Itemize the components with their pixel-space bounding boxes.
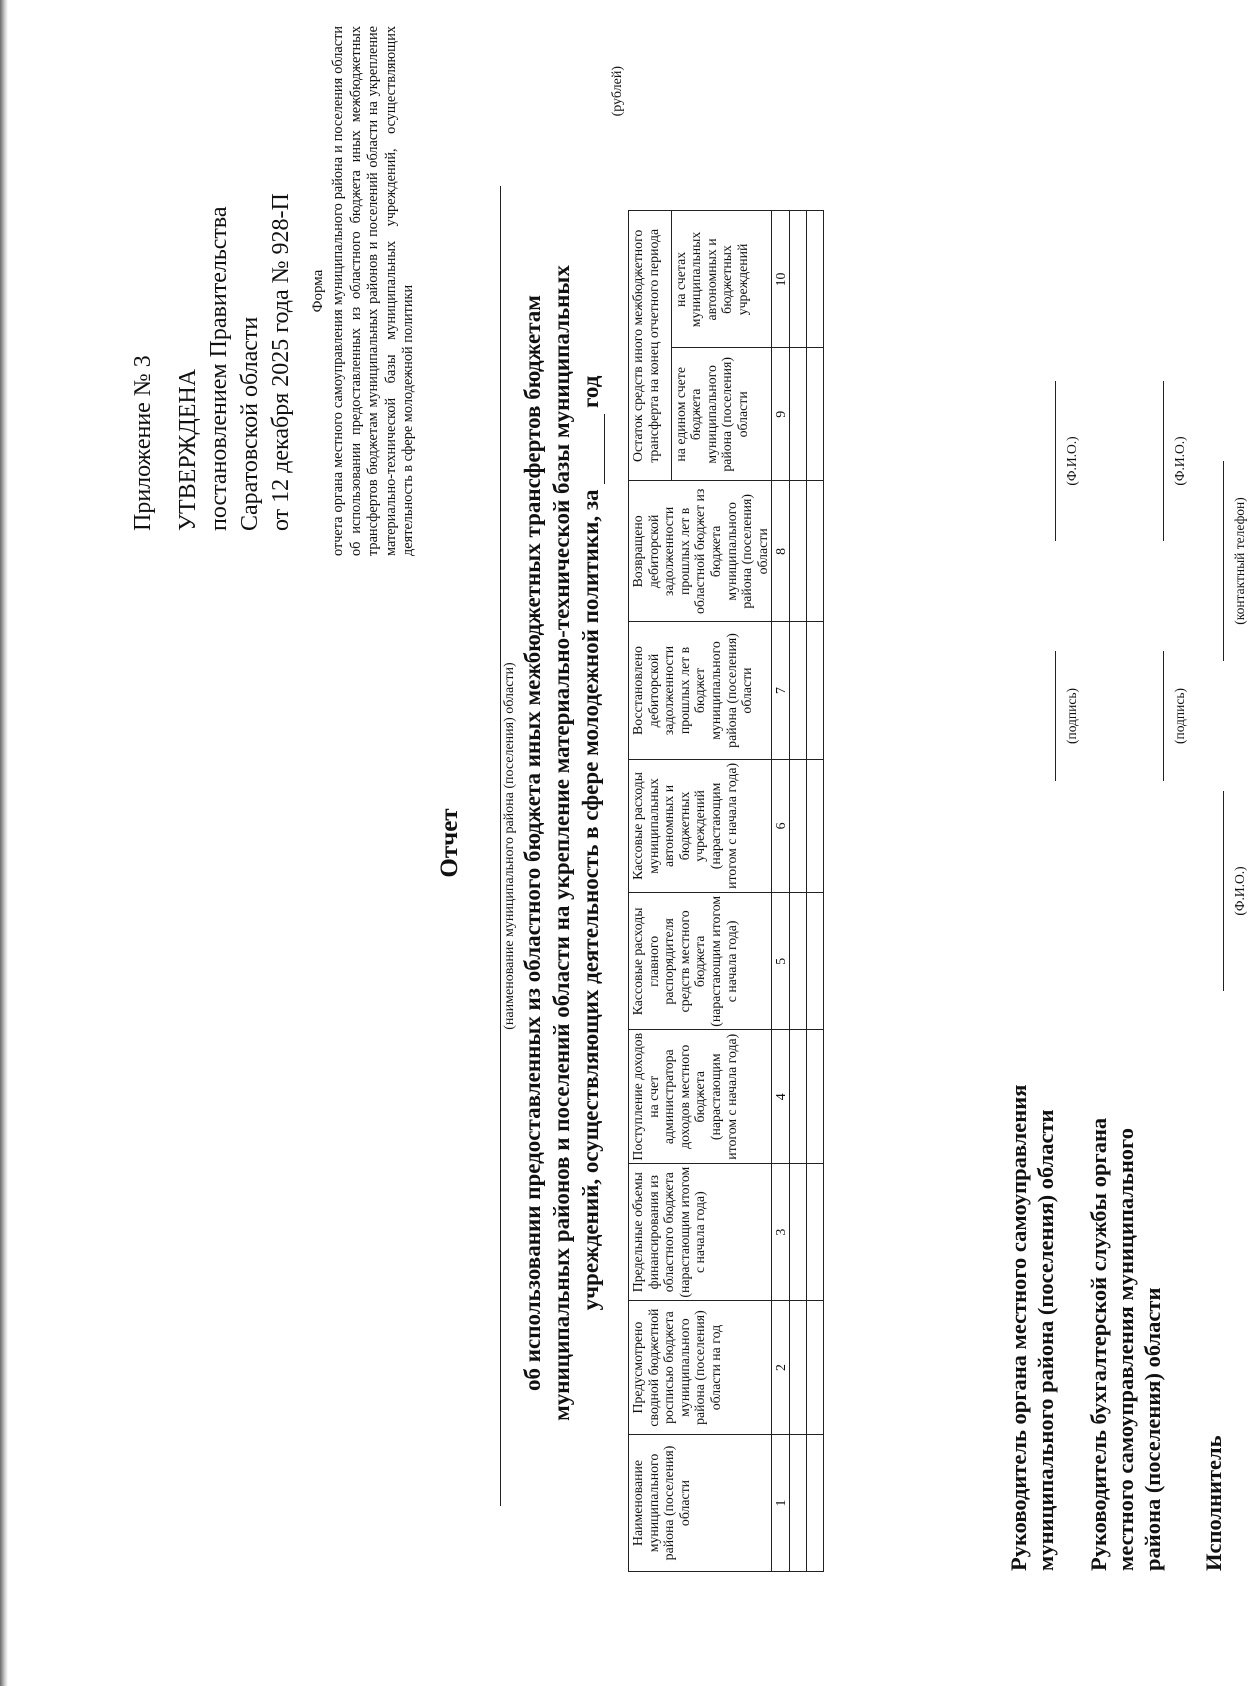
empty-margin-column bbox=[629, 61, 824, 211]
column-number: 10 bbox=[772, 211, 790, 348]
header-cell: Кассовые расходы главного распорядителя средств местного бюджета (нарастающим итогом с начала года) bbox=[629, 893, 772, 1030]
header-cell: Предусмотрено сводной бюджетной росписью бюджета муниципального района (поселения) области на год bbox=[629, 1301, 772, 1435]
table-cell bbox=[790, 1164, 807, 1301]
municipality-name-caption: (наименование муниципального района (поселения) области) bbox=[502, 662, 517, 1030]
executor-phone-line bbox=[1223, 461, 1253, 661]
currency-unit: (рублей) bbox=[610, 66, 625, 117]
column-number: 8 bbox=[772, 481, 790, 622]
column-number-row bbox=[772, 61, 790, 1572]
year-blank bbox=[584, 414, 605, 484]
header-cell: Предельные объемы финансирования из областного бюджета (нарастающим итогом с начала года) bbox=[629, 1164, 772, 1301]
header-row-1 bbox=[629, 61, 672, 1572]
headline-line-3-text: учреждений, осуществляющих деятельность в сфере молодежной политики, за bbox=[578, 489, 603, 1311]
fio-caption: (Ф.И.О.) bbox=[1232, 866, 1247, 916]
table-cell bbox=[807, 348, 824, 481]
accountant-title-line-2: местного самоуправления муниципального bbox=[1113, 1128, 1138, 1571]
table-cell bbox=[807, 622, 824, 759]
form-label: Форма bbox=[310, 269, 326, 313]
head-title-line-1: Руководитель органа местного самоуправления bbox=[1006, 1084, 1031, 1571]
header-group-cell: Остаток средств иного межбюджетного трансферта на конец отчетного периода bbox=[629, 211, 672, 481]
phone-caption: (контактный телефон) bbox=[1232, 497, 1247, 625]
header-cell: на едином счете бюджета муниципального района (поселения) области bbox=[671, 348, 772, 481]
table-cell bbox=[790, 1030, 807, 1164]
headline-line-3 bbox=[576, 60, 605, 1626]
table-cell bbox=[807, 1164, 824, 1301]
table-cell bbox=[790, 893, 807, 1030]
accountant-title-line-1: Руководитель бухгалтерской службы органа bbox=[1086, 1117, 1111, 1571]
executor-fio-line bbox=[1223, 791, 1253, 991]
accountant-fio-line bbox=[1163, 381, 1193, 541]
table-cell bbox=[790, 1301, 807, 1435]
header-cell: Кассовые расходы муниципальных автономных и бюджетных учреждений (нарастающим итогом с начала года) bbox=[629, 759, 772, 893]
column-number: 9 bbox=[772, 348, 790, 481]
table-cell bbox=[807, 211, 824, 348]
table-cell bbox=[807, 1030, 824, 1164]
signature-caption: (подпись) bbox=[1064, 687, 1079, 745]
head-signature-title bbox=[1005, 1085, 1059, 1571]
headline-year-word: год bbox=[578, 375, 603, 408]
municipality-name-line bbox=[500, 186, 518, 1506]
table-cell bbox=[807, 759, 824, 893]
approved-region: Саратовской области bbox=[237, 316, 263, 531]
accountant-title-line-3: района (поселения) области bbox=[1140, 1287, 1165, 1571]
header-cell: Возвращено дебиторской задолженности прошлых лет в областной бюджет из бюджета муниципального района (поселения) области bbox=[629, 481, 772, 622]
header-cell: Наименование муниципального района (поселения) области bbox=[629, 1434, 772, 1571]
head-title-line-2: муниципального района (поселения) области bbox=[1033, 1109, 1058, 1571]
approved-label: УТВЕРЖДЕНА bbox=[175, 368, 201, 531]
table-cell bbox=[790, 481, 807, 622]
header-cell: Поступление доходов на счет администратора доходов местного бюджета (нарастающим итогом с начала года) bbox=[629, 1030, 772, 1164]
table-cell bbox=[807, 1301, 824, 1435]
table-row bbox=[807, 61, 824, 1572]
headline-line-1: об использовании предоставленных из областного бюджета иных межбюджетных трансфертов бюджетам bbox=[520, 295, 545, 1391]
fio-caption: (Ф.И.О.) bbox=[1172, 436, 1187, 486]
approved-date: от 12 декабря 2025 года № 928-П bbox=[268, 193, 294, 531]
head-fio-line bbox=[1055, 381, 1085, 541]
accountant-signature-title bbox=[1085, 1118, 1166, 1571]
signature-caption: (подпись) bbox=[1172, 687, 1187, 745]
column-number: 4 bbox=[772, 1030, 790, 1164]
table-cell bbox=[790, 348, 807, 481]
executor-title: Исполнитель bbox=[1201, 1435, 1226, 1571]
form-description: отчета органа местного самоуправления муниципального района и поселения области об использовании предоставленных из областного бюджета иных межбюджетных трансфертов бюджетам муниципальных районов и поселений области на укрепление материально-технической базы муниципальных учреждений, осуществляющих деятельность в сфере молодежной политики bbox=[330, 26, 416, 556]
column-number: 6 bbox=[772, 759, 790, 893]
headline-line-2: муниципальных районов и поселений области на укрепление материально-технической базы муниципальных bbox=[549, 265, 574, 1421]
report-table bbox=[628, 61, 824, 1572]
column-number: 7 bbox=[772, 622, 790, 759]
table-row bbox=[790, 61, 807, 1572]
column-number: 1 bbox=[772, 1434, 790, 1571]
report-title: Отчет bbox=[436, 808, 463, 878]
column-number: 2 bbox=[772, 1301, 790, 1435]
appendix-number: Приложение № 3 bbox=[130, 355, 156, 531]
report-headline bbox=[518, 60, 605, 1626]
column-number: 3 bbox=[772, 1164, 790, 1301]
table-cell bbox=[807, 893, 824, 1030]
header-cell: на счетах муниципальных автономных и бюджетных учреждений bbox=[671, 211, 772, 348]
approval-stamp bbox=[128, 61, 297, 531]
head-signature-line bbox=[1055, 651, 1085, 781]
approved-by: постановлением Правительства bbox=[206, 206, 232, 531]
table-cell bbox=[807, 1434, 824, 1571]
column-number: 5 bbox=[772, 893, 790, 1030]
table-cell bbox=[790, 211, 807, 348]
fio-caption: (Ф.И.О.) bbox=[1064, 436, 1079, 486]
table-cell bbox=[790, 1434, 807, 1571]
table-cell bbox=[807, 481, 824, 622]
accountant-signature-line bbox=[1163, 651, 1193, 781]
header-cell: Восстановлено дебиторской задолженности прошлых лет в бюджет муниципального района (поселения) области bbox=[629, 622, 772, 759]
table-cell bbox=[790, 759, 807, 893]
table-cell bbox=[790, 622, 807, 759]
